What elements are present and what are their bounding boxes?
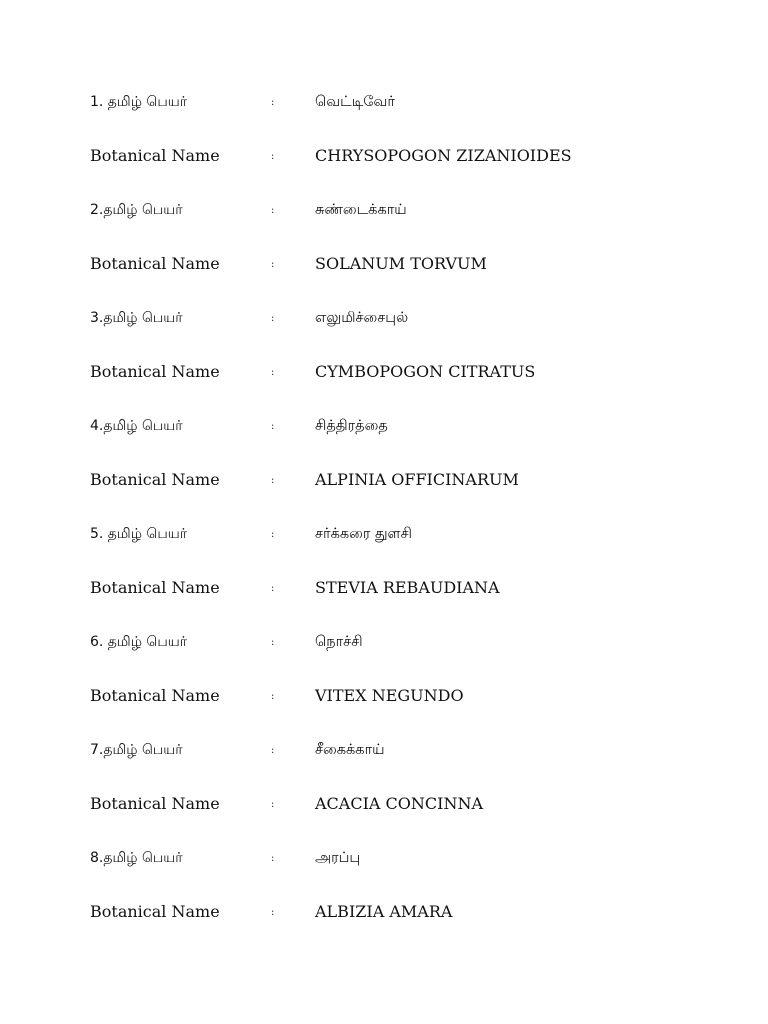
plant-name-list bbox=[90, 88, 690, 952]
tamil-name-value: சுண்டைக்காய் bbox=[315, 202, 407, 218]
tamil-name-label: 6. தமிழ் பெயர் bbox=[90, 634, 188, 650]
botanical-name-row bbox=[90, 142, 690, 196]
tamil-name-row bbox=[90, 88, 690, 142]
separator-colon: : bbox=[271, 691, 275, 702]
separator-colon: : bbox=[271, 205, 275, 216]
botanical-name-label: Botanical Name bbox=[90, 686, 220, 705]
separator-colon: : bbox=[271, 259, 275, 270]
tamil-name-label: 5. தமிழ் பெயர் bbox=[90, 526, 188, 542]
tamil-name-row bbox=[90, 196, 690, 250]
separator-colon: : bbox=[271, 799, 275, 810]
tamil-name-value: சித்திரத்தை bbox=[315, 418, 388, 434]
tamil-name-value: வெட்டிவேர் bbox=[315, 94, 395, 110]
separator-colon: : bbox=[271, 907, 275, 918]
separator-colon: : bbox=[271, 313, 275, 324]
botanical-name-label: Botanical Name bbox=[90, 794, 220, 813]
tamil-name-value: நொச்சி bbox=[315, 634, 363, 650]
botanical-name-row bbox=[90, 898, 690, 952]
botanical-name-row bbox=[90, 466, 690, 520]
tamil-name-row bbox=[90, 304, 690, 358]
botanical-name-value: SOLANUM TORVUM bbox=[315, 254, 487, 273]
botanical-name-row bbox=[90, 790, 690, 844]
separator-colon: : bbox=[271, 151, 275, 162]
separator-colon: : bbox=[271, 97, 275, 108]
botanical-name-value: STEVIA REBAUDIANA bbox=[315, 578, 500, 597]
tamil-name-label: 3.தமிழ் பெயர் bbox=[90, 310, 183, 326]
tamil-name-row bbox=[90, 412, 690, 466]
tamil-name-row bbox=[90, 628, 690, 682]
botanical-name-label: Botanical Name bbox=[90, 362, 220, 381]
separator-colon: : bbox=[271, 529, 275, 540]
botanical-name-value: CYMBOPOGON CITRATUS bbox=[315, 362, 536, 381]
botanical-name-value: CHRYSOPOGON ZIZANIOIDES bbox=[315, 146, 572, 165]
botanical-name-label: Botanical Name bbox=[90, 254, 220, 273]
separator-colon: : bbox=[271, 853, 275, 864]
botanical-name-row bbox=[90, 574, 690, 628]
tamil-name-label: 4.தமிழ் பெயர் bbox=[90, 418, 183, 434]
tamil-name-value: சர்க்கரை துளசி bbox=[315, 526, 412, 542]
tamil-name-value: சீகைக்காய் bbox=[315, 742, 385, 758]
tamil-name-value: எலுமிச்சைபுல் bbox=[315, 310, 409, 326]
separator-colon: : bbox=[271, 637, 275, 648]
botanical-name-value: ACACIA CONCINNA bbox=[315, 794, 484, 813]
botanical-name-label: Botanical Name bbox=[90, 578, 220, 597]
tamil-name-row bbox=[90, 736, 690, 790]
separator-colon: : bbox=[271, 367, 275, 378]
tamil-name-label: 1. தமிழ் பெயர் bbox=[90, 94, 188, 110]
botanical-name-value: ALBIZIA AMARA bbox=[315, 902, 453, 921]
tamil-name-label: 8.தமிழ் பெயர் bbox=[90, 850, 183, 866]
botanical-name-row bbox=[90, 358, 690, 412]
botanical-name-label: Botanical Name bbox=[90, 146, 220, 165]
tamil-name-row bbox=[90, 520, 690, 574]
separator-colon: : bbox=[271, 475, 275, 486]
botanical-name-value: VITEX NEGUNDO bbox=[315, 686, 464, 705]
tamil-name-label: 7.தமிழ் பெயர் bbox=[90, 742, 183, 758]
botanical-name-row bbox=[90, 250, 690, 304]
botanical-name-label: Botanical Name bbox=[90, 470, 220, 489]
separator-colon: : bbox=[271, 421, 275, 432]
tamil-name-label: 2.தமிழ் பெயர் bbox=[90, 202, 183, 218]
separator-colon: : bbox=[271, 583, 275, 594]
botanical-name-value: ALPINIA OFFICINARUM bbox=[315, 470, 519, 489]
separator-colon: : bbox=[271, 745, 275, 756]
tamil-name-row bbox=[90, 844, 690, 898]
botanical-name-row bbox=[90, 682, 690, 736]
tamil-name-value: அரப்பு bbox=[315, 850, 361, 866]
botanical-name-label: Botanical Name bbox=[90, 902, 220, 921]
